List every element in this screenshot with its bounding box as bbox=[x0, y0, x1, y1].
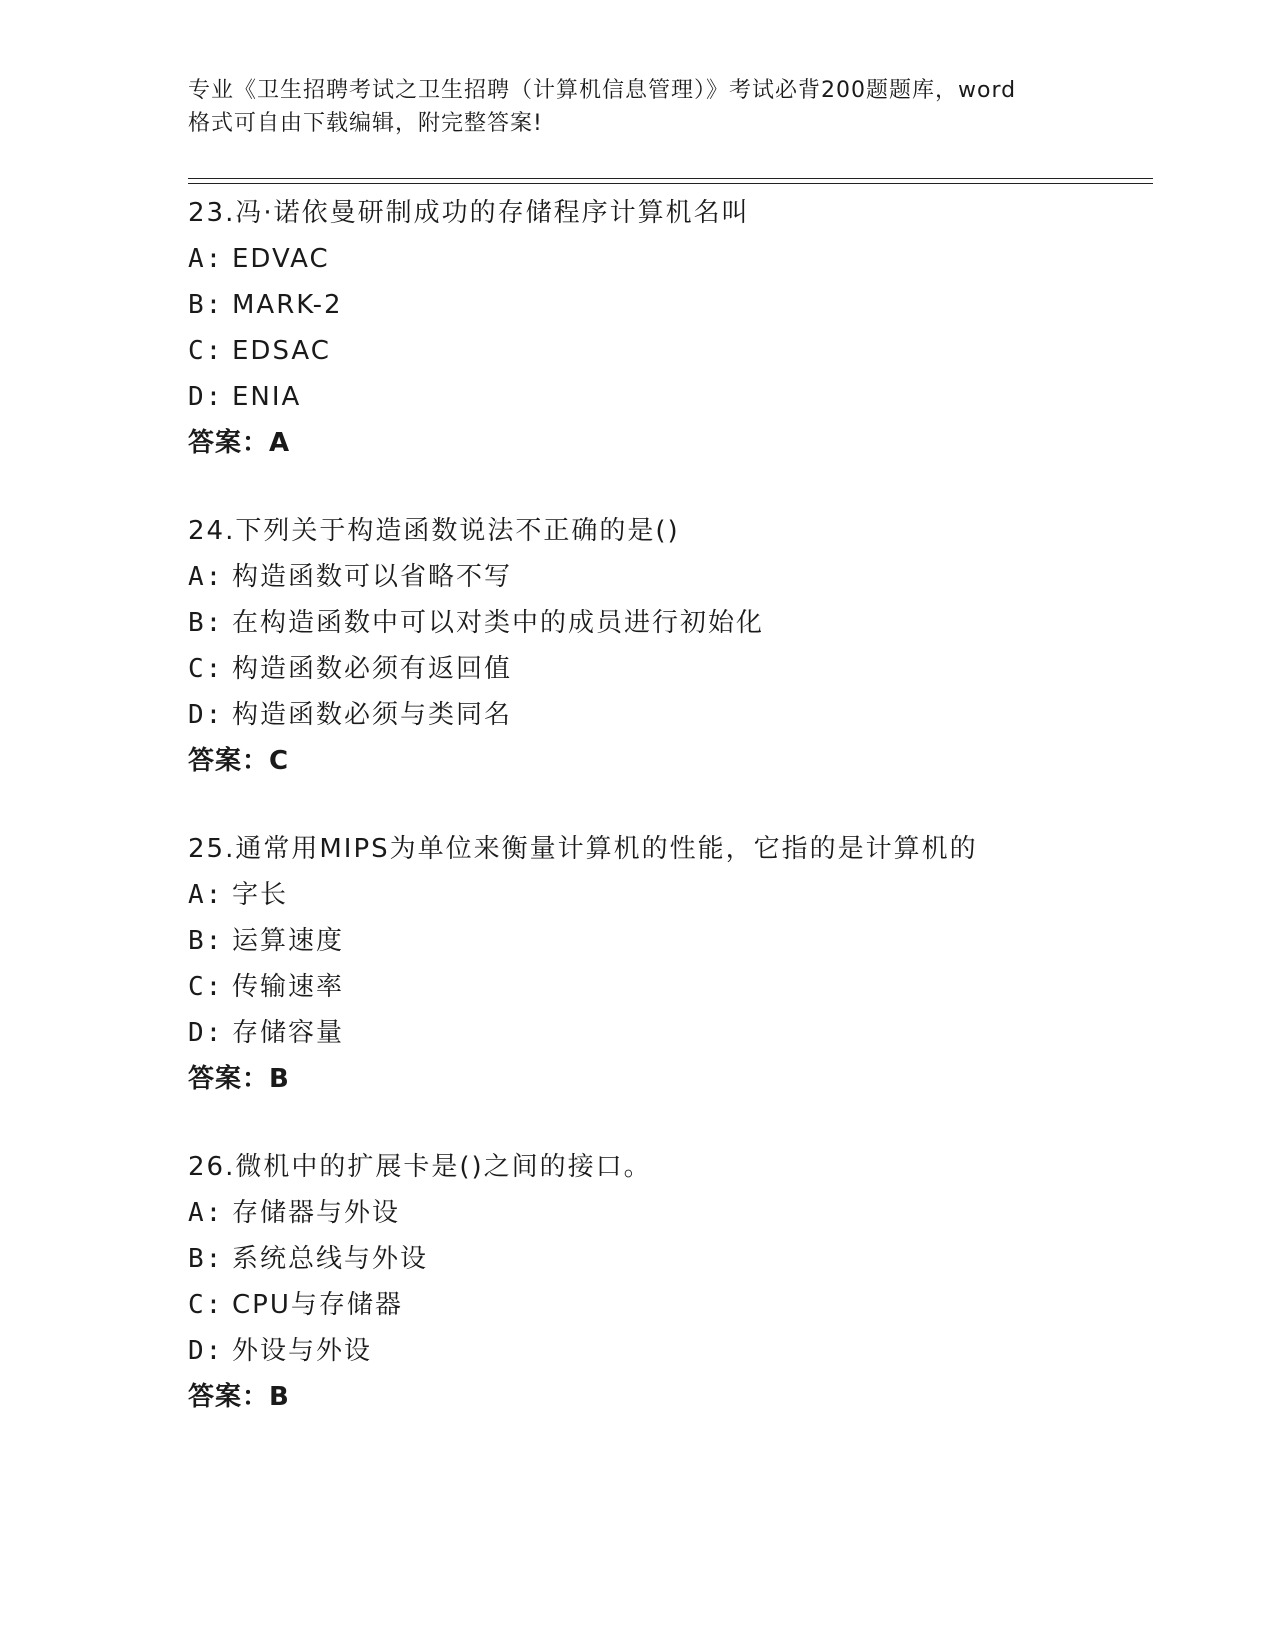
option-key: A: bbox=[188, 1198, 224, 1228]
option-text: 字长 bbox=[232, 880, 289, 910]
option-key: A: bbox=[188, 244, 224, 274]
option-key: D: bbox=[188, 382, 224, 412]
header-divider-top bbox=[188, 178, 1153, 179]
question-stem: 24.下列关于构造函数说法不正确的是() bbox=[188, 516, 680, 546]
option-text: 传输速率 bbox=[232, 972, 345, 1002]
answer: 答案：B bbox=[188, 1064, 290, 1094]
option-c bbox=[188, 964, 1153, 1010]
option-text: 存储容量 bbox=[232, 1018, 345, 1048]
option-key: A: bbox=[188, 880, 224, 910]
option-text: 构造函数可以省略不写 bbox=[232, 562, 513, 592]
option-b bbox=[188, 600, 1153, 646]
question-stem: 26.微机中的扩展卡是()之间的接口。 bbox=[188, 1152, 652, 1182]
option-c bbox=[188, 646, 1153, 692]
option-text: EDSAC bbox=[232, 336, 331, 366]
option-text: 构造函数必须有返回值 bbox=[232, 654, 513, 684]
option-c bbox=[188, 1282, 1153, 1328]
question-spacer bbox=[188, 784, 1153, 826]
question-25 bbox=[188, 826, 1153, 1102]
question-stem: 25.通常用MIPS为单位来衡量计算机的性能，它指的是计算机的 bbox=[188, 834, 978, 864]
option-c bbox=[188, 328, 1153, 374]
option-text: MARK-2 bbox=[232, 290, 343, 320]
option-key: D: bbox=[188, 1336, 224, 1366]
option-key: B: bbox=[188, 608, 224, 638]
option-d bbox=[188, 1010, 1153, 1056]
option-text: 运算速度 bbox=[232, 926, 345, 956]
option-key: D: bbox=[188, 700, 224, 730]
question-spacer bbox=[188, 1102, 1153, 1144]
answer: 答案：A bbox=[188, 428, 291, 458]
option-d bbox=[188, 1328, 1153, 1374]
document-header bbox=[188, 74, 1088, 140]
header-divider-bottom bbox=[188, 183, 1153, 184]
option-text: CPU与存储器 bbox=[232, 1290, 403, 1320]
question-stem: 23.冯·诺依曼研制成功的存储程序计算机名叫 bbox=[188, 198, 750, 228]
header-line-1: 专业《卫生招聘考试之卫生招聘（计算机信息管理）》考试必背200题题库，word bbox=[188, 78, 1017, 103]
option-text: 系统总线与外设 bbox=[232, 1244, 429, 1274]
option-d bbox=[188, 692, 1153, 738]
option-text: 外设与外设 bbox=[232, 1336, 373, 1366]
option-a bbox=[188, 554, 1153, 600]
answer: 答案：B bbox=[188, 1382, 290, 1412]
question-24 bbox=[188, 508, 1153, 784]
option-b bbox=[188, 1236, 1153, 1282]
option-key: D: bbox=[188, 1018, 224, 1048]
option-text: ENIA bbox=[232, 382, 302, 412]
option-b bbox=[188, 282, 1153, 328]
answer: 答案：C bbox=[188, 746, 290, 776]
option-text: EDVAC bbox=[232, 244, 330, 274]
option-d bbox=[188, 374, 1153, 420]
option-key: C: bbox=[188, 336, 224, 366]
option-key: C: bbox=[188, 654, 224, 684]
header-line-2: 格式可自由下载编辑，附完整答案! bbox=[188, 111, 543, 136]
question-26 bbox=[188, 1144, 1153, 1420]
option-b bbox=[188, 918, 1153, 964]
option-key: B: bbox=[188, 1244, 224, 1274]
option-text: 在构造函数中可以对类中的成员进行初始化 bbox=[232, 608, 765, 638]
question-list bbox=[188, 190, 1153, 1420]
option-key: B: bbox=[188, 926, 224, 956]
option-key: B: bbox=[188, 290, 224, 320]
question-23 bbox=[188, 190, 1153, 466]
question-spacer bbox=[188, 466, 1153, 508]
option-key: C: bbox=[188, 1290, 224, 1320]
option-a bbox=[188, 236, 1153, 282]
option-text: 构造函数必须与类同名 bbox=[232, 700, 513, 730]
option-text: 存储器与外设 bbox=[232, 1198, 401, 1228]
option-a bbox=[188, 872, 1153, 918]
option-key: A: bbox=[188, 562, 224, 592]
option-key: C: bbox=[188, 972, 224, 1002]
option-a bbox=[188, 1190, 1153, 1236]
